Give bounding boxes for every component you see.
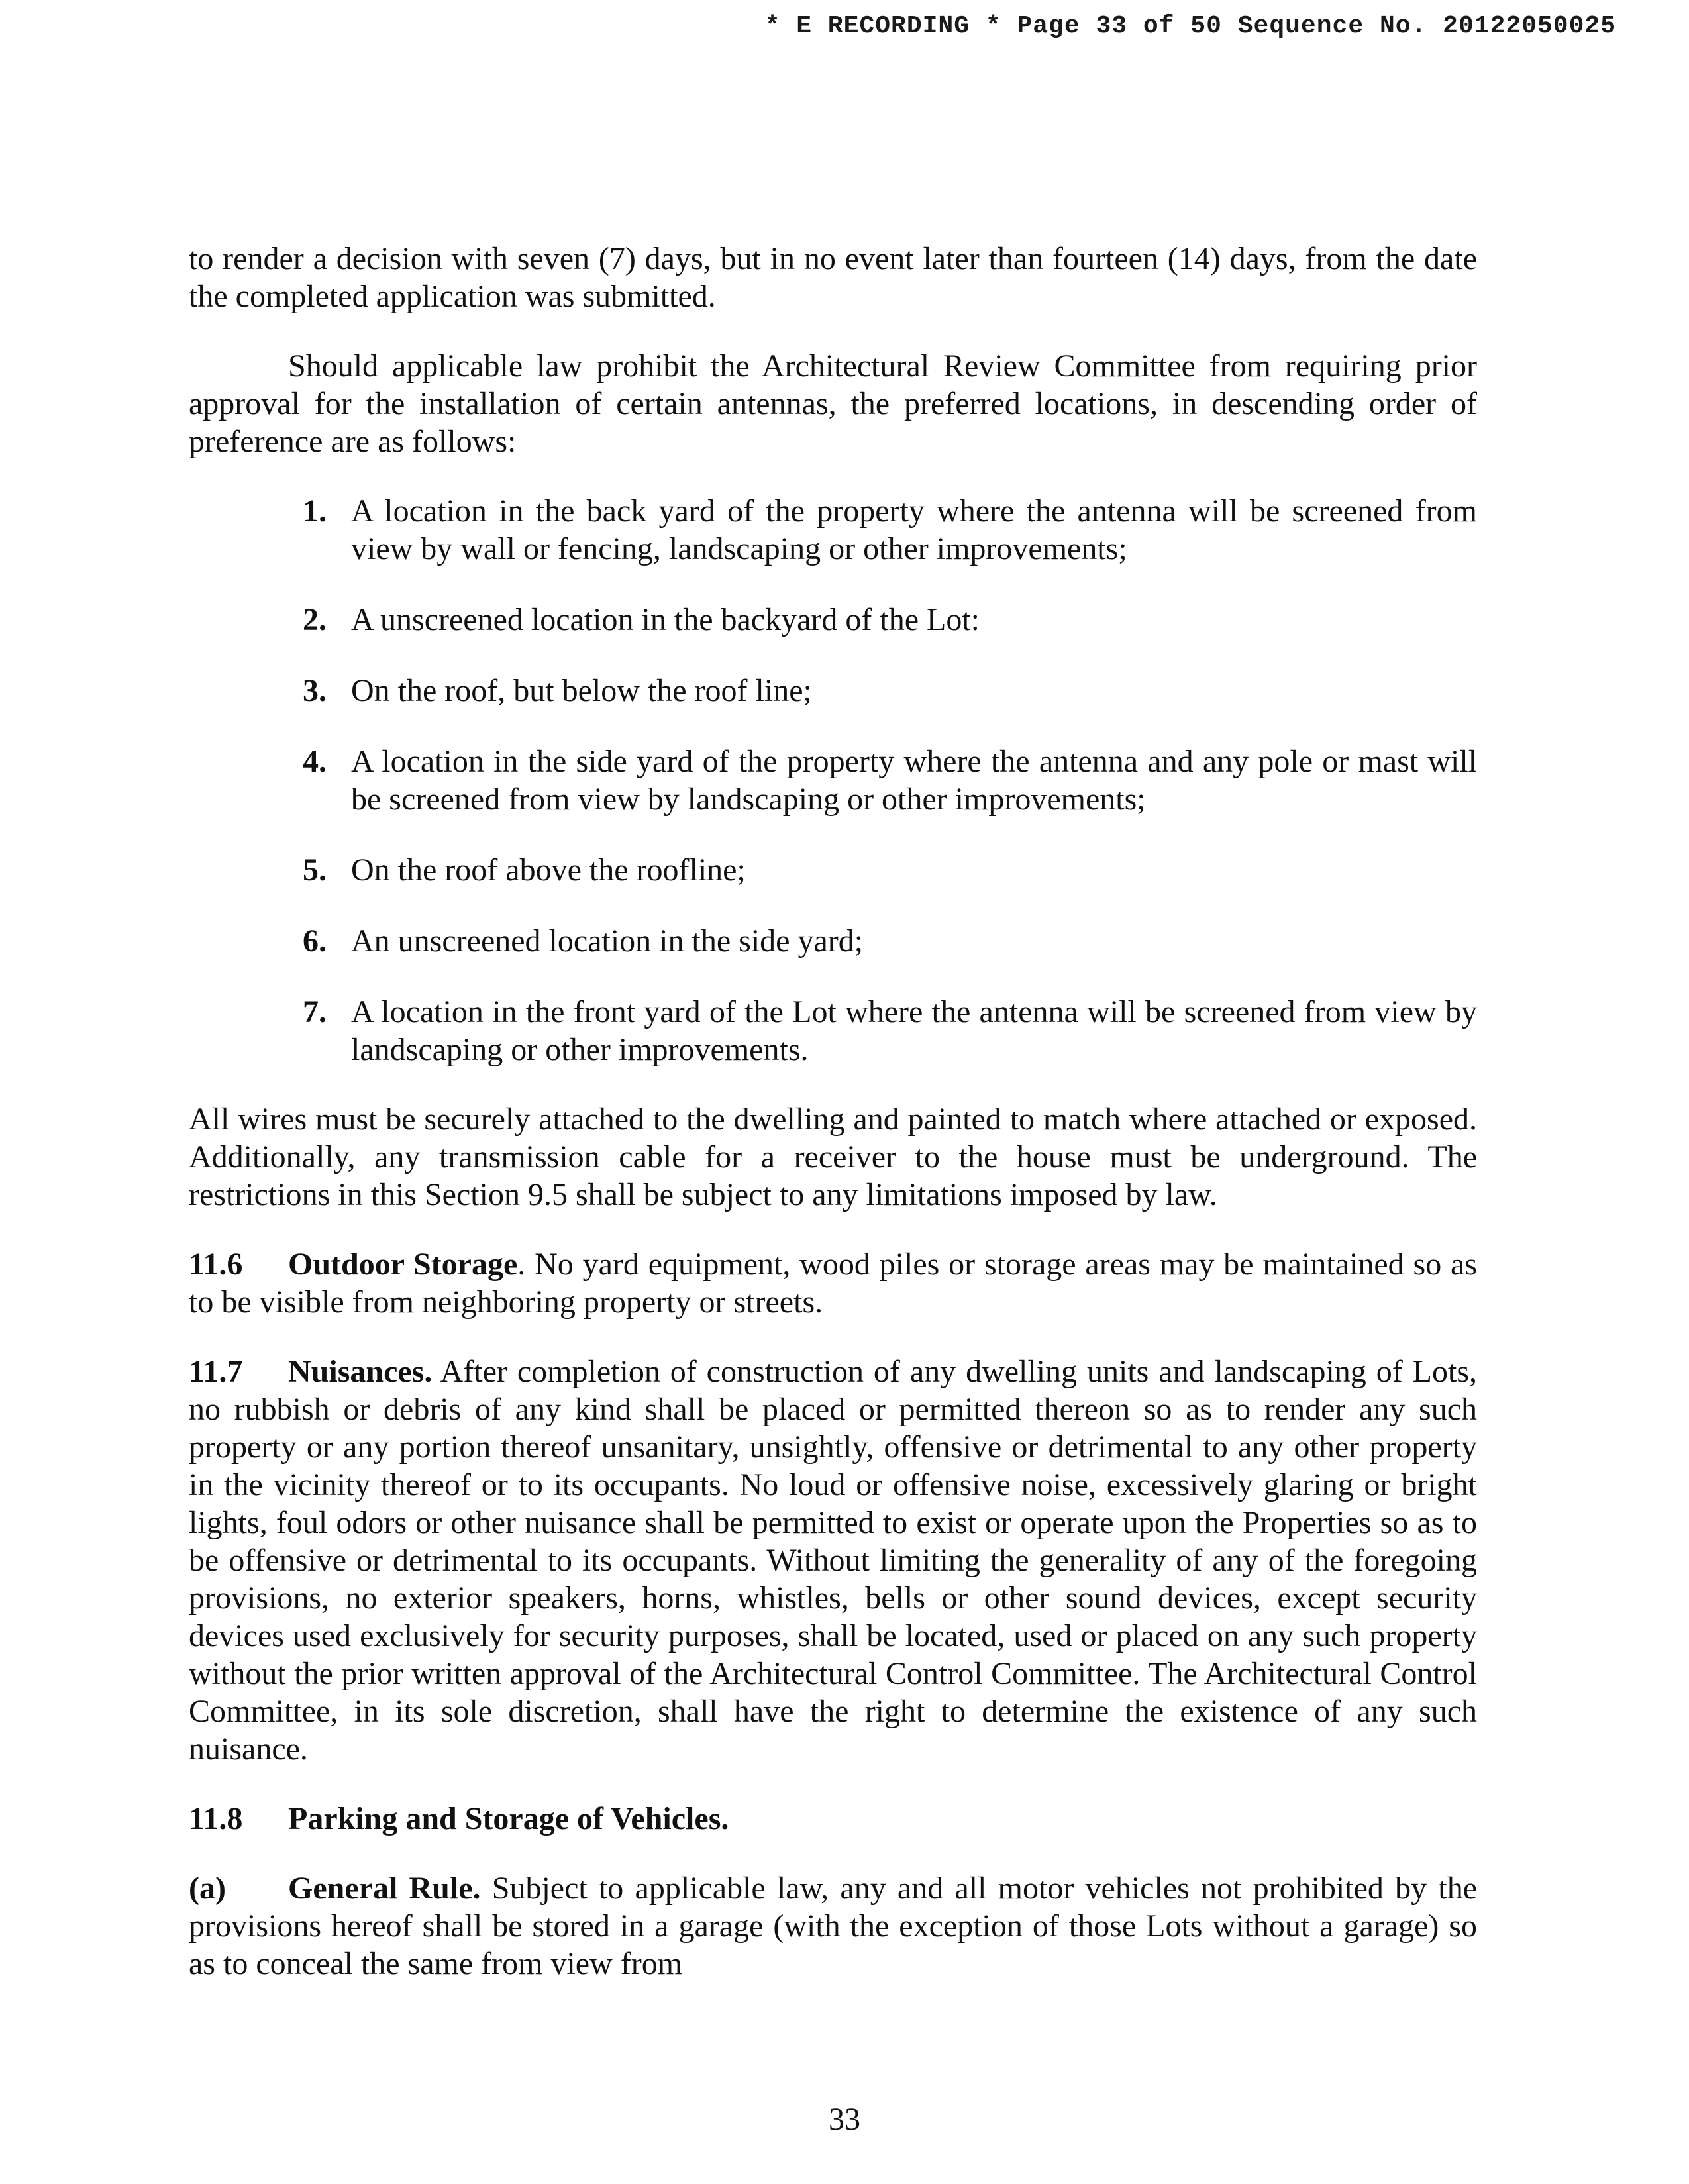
continued-paragraph: to render a decision with seven (7) days, but in no event later than fourteen (14) days, from the date the completed application was submitted. [189,241,1477,314]
section-title: Nuisances. [288,1354,433,1389]
section-11-8 [189,1800,1477,1838]
section-title-punctuation: . [517,1247,526,1282]
section-title: Outdoor Storage [288,1247,518,1282]
document-body [189,240,1477,1983]
subsection-a [189,1869,1477,1983]
antenna-location-list [189,492,1477,1068]
section-number: 11.8 [189,1801,243,1836]
list-item-number: 7. [303,994,327,1029]
list-item-number: 2. [303,602,327,637]
wires-paragraph: All wires must be securely attached to the dwelling and painted to match where attached or exposed. Additionally, any transmission cable for a receiver to the house must be underground. The restrictions in this Section 9.5 shall be subject to any limitations imposed by law. [189,1102,1477,1212]
section-number: 11.6 [189,1247,243,1282]
section-body: After completion of construction of any dwelling units and landscaping of Lots, no rubbish or debris of any kind shall be placed or permitted thereon so as to render any such property or any portion thereof unsanitary, unsightly, offensive or detrimental to any other property in the vicinity thereof or to its occupants. No loud or offensive noise, excessively glaring or bright lights, foul odors or other nuisance shall be permitted to exist or operate upon the Properties so as to be offensive or detrimental to its occupants. Without limiting the generality of any of the foregoing provisions, no exterior speakers, horns, whistles, bells or other sound devices, except security devices used exclusively for security purposes, shall be located, used or placed on any such property without the prior written approval of the Architectural Control Committee. The Architectural Control Committee, in its sole discretion, shall have the right to determine the existence of any such nuisance. [189,1354,1477,1767]
list-item [189,672,1477,709]
list-item-text: An unscreened location in the side yard; [351,923,864,959]
subsection-title: General Rule. [288,1871,481,1906]
list-item [189,993,1477,1068]
subsection-number: (a) [189,1871,226,1906]
list-item [189,743,1477,818]
page-number: 33 [829,2102,860,2137]
list-item-number: 4. [303,744,327,779]
list-item-text: On the roof above the roofline; [351,853,746,888]
list-item [189,851,1477,889]
list-item [189,922,1477,960]
subsection-body: Subject to applicable law, any and all motor vehicles not prohibited by the provisions hereof shall be stored in a garage (with the exception of those Lots without a garage) so as to conceal the same from view from [189,1871,1477,1981]
list-item [189,601,1477,639]
list-item-number: 3. [303,673,327,708]
list-item-text: A location in the front yard of the Lot where the antenna will be screened from view by landscaping or other improvements. [351,994,1477,1067]
section-title: Parking and Storage of Vehicles. [288,1801,729,1836]
section-number: 11.7 [189,1354,243,1389]
section-11-7 [189,1353,1477,1768]
list-item-text: On the roof, but below the roof line; [351,673,812,708]
section-body: No yard equipment, wood piles or storage areas may be maintained so as to be visible from neighboring property or streets. [189,1247,1478,1320]
list-item-text: A location in the side yard of the property where the antenna and any pole or mast will be screened from view by landscaping or other improvements; [351,744,1477,817]
list-item-number: 5. [303,853,327,888]
recording-stamp: * E RECORDING * Page 33 of 50 Sequence No. 20122050025 [764,12,1616,40]
list-item [189,492,1477,568]
list-item-number: 6. [303,923,327,959]
list-item-number: 1. [303,494,327,529]
list-item-text: A location in the back yard of the property where the antenna will be screened from view by wall or fencing, landscaping or other improvements; [351,494,1477,566]
antenna-intro-paragraph: Should applicable law prohibit the Architectural Review Committee from requiring prior approval for the installation of certain antennas, the preferred locations, in descending order of preference are as follows: [189,348,1477,459]
section-11-6 [189,1245,1477,1321]
list-item-text: A unscreened location in the backyard of the Lot: [351,602,980,637]
